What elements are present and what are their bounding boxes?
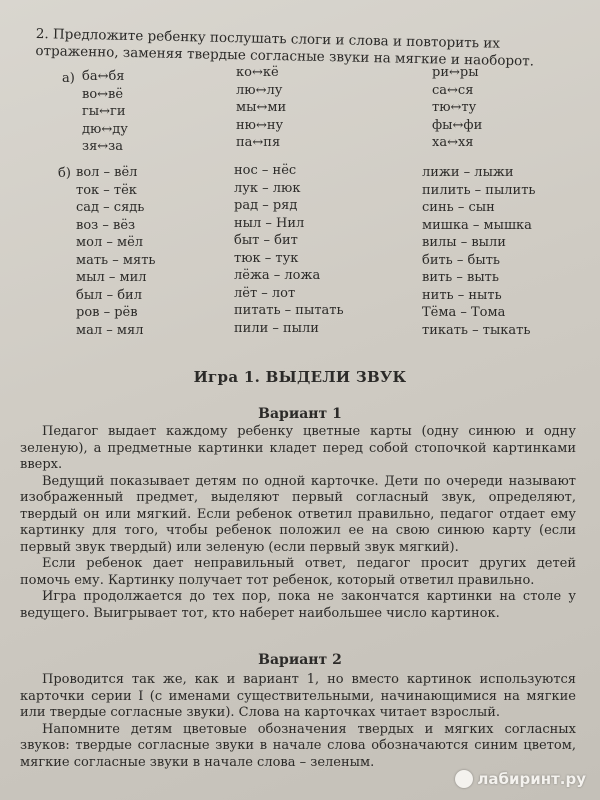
word-pair: мать – мять (76, 252, 156, 268)
word-pair: мыл – мил (76, 270, 147, 285)
syllable-pair: фы↔фи (432, 117, 483, 133)
variant-2-title: Вариант 2 (258, 652, 342, 668)
paragraph: Игра продолжается до тех пор, пока не закончатся картинки на столе у ведущего. Выигрывает тот, кто наберет наибольшее число картинок. (20, 589, 576, 621)
paragraph: Ведущий показывает детям по одной карточке. Дети по очереди называют изображенный предмет, выделяют первый согласный звук, определяют, твердый он или мягкий. Если ребенок ответил правильно, педагог отдает ему картинку для того, чтобы ребенок положил ее на свою синюю карту (если первый звук твердый) или зеленую (если первый звук мягкий). (20, 473, 576, 555)
word-pair: Тёма – Тома (422, 305, 506, 320)
syllable-pair: ко↔кё (236, 65, 279, 80)
word-pair: мишка – мышка (422, 217, 532, 233)
word-pair: тикать – тыкать (422, 322, 531, 338)
word-pair: синь – сын (422, 200, 495, 215)
syllable-pair: дю↔ду (82, 121, 128, 137)
paragraph: Если ребенок дает неправильный ответ, педагог просит других детей помочь ему. Картинку получает тот ребенок, который ответил правильно. (20, 556, 576, 588)
word-pair: нос – нёс (234, 163, 297, 178)
game-title: Игра 1. ВЫДЕЛИ ЗВУК (193, 368, 407, 386)
labirint-logo-icon (455, 770, 473, 788)
word-pair: пилить – пылить (422, 182, 536, 198)
set-b-column-3 (422, 164, 536, 339)
word-pair: мал – мял (76, 322, 144, 338)
word-pair: лижи – лыжи (422, 165, 514, 180)
syllable-pair: тю↔ту (432, 100, 477, 115)
word-pair: бить – быть (422, 252, 500, 268)
syllable-pair: зя↔за (82, 139, 124, 154)
set-b-label: б) (58, 166, 71, 181)
syllable-pair: ри↔ры (432, 65, 479, 80)
word-pair: нить – ныть (422, 287, 502, 303)
task-2-instruction (35, 26, 566, 71)
word-pair: пили – пыли (234, 320, 319, 336)
word-pair: быт – бит (234, 233, 298, 248)
set-a-label: а) (62, 71, 75, 86)
set-a-column-1 (82, 68, 128, 156)
set-a-column-2 (236, 64, 286, 152)
variant-1-title: Вариант 1 (258, 406, 342, 422)
variant-1-text (20, 424, 576, 622)
variant-2-text (20, 672, 576, 771)
syllable-pair: ба↔бя (82, 69, 125, 84)
syllable-pair: ха↔хя (432, 135, 474, 150)
word-pair: питать – пытать (234, 303, 344, 318)
set-a-column-3 (432, 64, 482, 152)
word-pair: лук – люк (234, 180, 301, 196)
word-pair: тюк – тук (234, 250, 299, 266)
word-pair: ток – тёк (76, 182, 137, 198)
word-pair: воз – вёз (76, 217, 136, 233)
syllable-pair: ню↔ну (236, 117, 284, 133)
syllable-pair: лю↔лу (236, 82, 283, 98)
word-pair: вилы – выли (422, 235, 506, 250)
word-pair: лёт – лот (234, 285, 296, 301)
syllable-pair: са↔ся (432, 82, 474, 98)
word-pair: рад – ряд (234, 198, 298, 213)
word-pair: ныл – Нил (234, 215, 305, 231)
set-b-column-1 (76, 164, 155, 339)
syllable-pair: гы↔ги (82, 104, 126, 119)
word-pair: сад – сядь (76, 200, 145, 215)
syllable-pair: па↔пя (236, 135, 281, 150)
syllable-pair: мы↔ми (236, 100, 287, 115)
paragraph: Педагог выдает каждому ребенку цветные карты (одну синюю и одну зеленую), а предметные картинки кладет перед собой стопочкой картинками вверх. (20, 424, 576, 472)
word-pair: мол – мёл (76, 235, 144, 250)
set-b-column-2 (234, 162, 344, 337)
word-pair: был – бил (76, 287, 142, 303)
watermark-text: лабиринт.ру (477, 770, 586, 788)
word-pair: вить – выть (422, 270, 499, 285)
paragraph: Проводится так же, как и вариант 1, но вместо картинок используются карточки серии I (с именами существительными, начинающимися на мягкие или твердые согласные звуки). Слова на карточках читает взрослый. (20, 672, 576, 720)
word-pair: вол – вёл (76, 165, 138, 180)
syllable-pair: во↔вё (82, 86, 124, 102)
word-pair: ров – рёв (76, 305, 138, 320)
watermark-logo (455, 770, 586, 788)
task-2-text: 2. Предложите ребенку послушать слоги и слова и повторить их отраженно, заменяя твердые согласные звуки на мягкие и наоборот. (35, 26, 535, 70)
word-pair: лёжа – ложа (234, 268, 321, 283)
paragraph: Напомните детям цветовые обозначения твердых и мягких согласных звуков: твердые согласные звуки в начале слова обозначаются синим цветом, мягкие согласные звуки в начале слова – зеленым. (20, 721, 576, 770)
